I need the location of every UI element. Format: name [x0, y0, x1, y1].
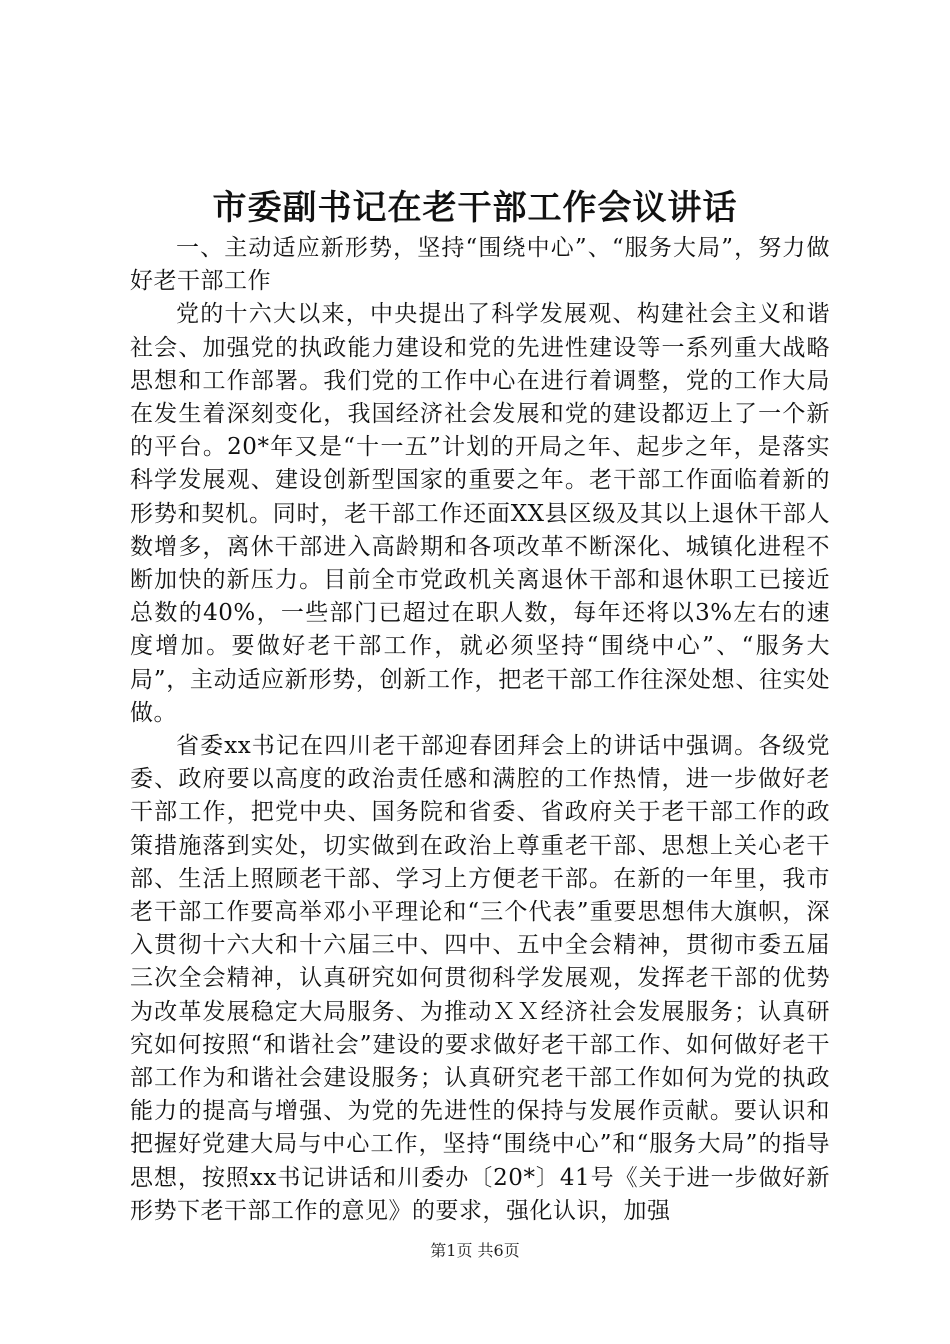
section-heading: 一、主动适应新形势，坚持“围绕中心”、“服务大局”，努力做好老干部工作 [130, 235, 830, 295]
body-paragraph: 党的十六大以来，中央提出了科学发展观、构建社会主义和谐社会、加强党的执政能力建设和党的先进性建设等一系列重大战略思想和工作部署。我们党的工作中心在进行着调整，党的工作大局在发生着深刻变化，我国经济社会发展和党的建设都迈上了一个新的平台。20*年又是“十一五”计划的开局之年、起步之年，是落实科学发展观、建设创新型国家的重要之年。老干部工作面临着新的形势和契机。同时，老干部工作还面XX县区级及其以上退休干部人数增多，离休干部进入高龄期和各项改革不断深化、城镇化进程不断加快的新压力。目前全市党政机关离退休干部和退休职工已接近总数的40%，一些部门已超过在职人数，每年还将以3%左右的速度增加。要做好老干部工作，就必须坚持“围绕中心”、“服务大局”，主动适应新形势，创新工作，把老干部工作往深处想、往实处做。 [130, 301, 830, 726]
page-number: 第1页 [430, 1241, 473, 1260]
page-footer [0, 1240, 950, 1262]
body-paragraph: 省委xx书记在四川老干部迎春团拜会上的讲话中强调。各级党委、政府要以高度的政治责任感和满腔的工作热情，进一步做好老干部工作，把党中央、国务院和省委、省政府关于老干部工作的政策措施落到实处，切实做到在政治上尊重老干部、思想上关心老干部、生活上照顾老干部、学习上方便老干部。在新的一年里，我市老干部工作要高举邓小平理论和“三个代表”重要思想伟大旗帜，深入贯彻十六大和十六届三中、四中、五中全会精神，贯彻市委五届三次全会精神，认真研究如何贯彻科学发展观，发挥老干部的优势为改革发展稳定大局服务、为推动ＸＸ经济社会发展服务；认真研究如何按照“和谐社会”建设的要求做好老干部工作、如何做好老干部工作为和谐社会建设服务；认真研究老干部工作如何为党的执政能力的提高与增强、为党的先进性的保持与发展作贡献。要认识和把握好党建大局与中心工作，坚持“围绕中心”和“服务大局”的指导思想，按照xx书记讲话和川委办〔20*〕41号《关于进一步做好新形势下老干部工作的意见》的要求，强化认识，加强 [130, 733, 830, 1224]
document-title: 市委副书记在老干部工作会议讲话 [212, 188, 738, 228]
document-body [130, 232, 830, 1228]
page-total: 共6页 [477, 1241, 520, 1260]
